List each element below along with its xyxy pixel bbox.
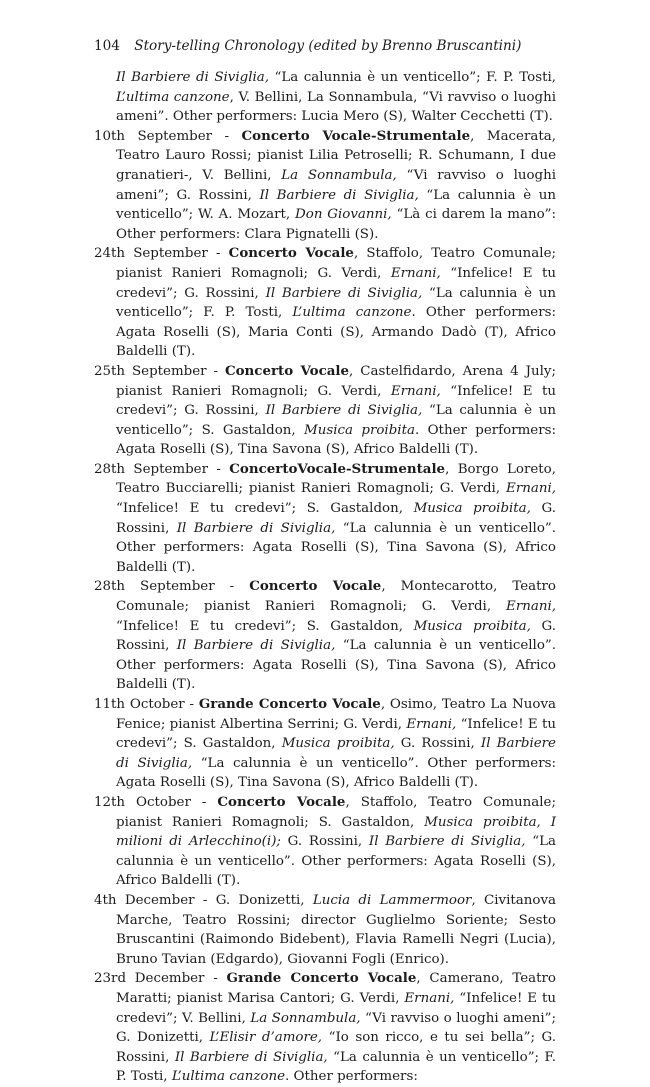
entry-text: “La calunnia è un venticello”; S. Gastaldon, bbox=[116, 403, 556, 438]
entry-text: “Infelice! E tu credevi”; S. Gastaldon, bbox=[116, 618, 414, 634]
entry-text: “Là ci darem la mano”: Other performers: Clara Pignatelli (S). bbox=[116, 207, 556, 242]
work-title: La Sonnambula, bbox=[281, 167, 397, 183]
work-title: Il Barbiere di Siviglia, bbox=[368, 834, 526, 850]
chronology-entry bbox=[94, 969, 556, 1087]
entry-text: “Infelice! E tu credevi”; S. Gastaldon, bbox=[116, 716, 557, 752]
entry-text: “Infelice! E tu credevi”; G. Rossini, bbox=[116, 383, 556, 419]
event-title: ConcertoVocale-Strumentale bbox=[229, 460, 446, 477]
chronology-entry bbox=[94, 68, 556, 127]
entry-text: 28th September - bbox=[94, 461, 230, 477]
entry-text: , Macerata, Teatro Lauro Rossi; pianist Lilia Petroselli; R. Schumann, I due granatieri-, V. Bellini, bbox=[116, 128, 556, 183]
entry-text: , Borgo Loreto, Teatro Bucciarelli; pianist Ranieri Romagnoli; G. Verdi, bbox=[116, 461, 556, 497]
work-title: Ernani, bbox=[406, 716, 457, 732]
entry-text: “Infelice! E tu credevi”; V. Bellini, bbox=[116, 990, 556, 1026]
page-number: 104 bbox=[94, 38, 120, 54]
work-title: L’ultima canzone bbox=[292, 305, 412, 321]
work-title: Il Barbiere di Siviglia, bbox=[176, 520, 336, 536]
work-title: Il Barbiere di Siviglia, bbox=[116, 70, 270, 85]
work-title: Ernani, bbox=[506, 481, 556, 497]
work-title: Il Barbiere di Siviglia, bbox=[265, 285, 423, 301]
work-title: Ernani, bbox=[390, 265, 441, 281]
work-title: Il Barbiere di Siviglia, bbox=[174, 1049, 328, 1065]
work-title: L’Elisir d’amore, bbox=[209, 1030, 323, 1046]
entry-text: G. Rossini, bbox=[116, 501, 557, 536]
work-title: Musica proibita bbox=[304, 422, 415, 438]
work-title: Lucia di Lammermoor bbox=[312, 892, 472, 908]
entry-text: “La calunnia è un venticello”; F. P. Tosti, bbox=[269, 70, 556, 85]
work-title: Musica proibita, bbox=[413, 618, 531, 634]
entry-text: “La calunnia è un venticello”; W. A. Mozart, bbox=[116, 187, 556, 223]
entry-text: 10th September - bbox=[94, 128, 242, 144]
work-title: Musica proibita, bbox=[281, 736, 395, 752]
entry-text: “Infelice! E tu credevi”; G. Rossini, bbox=[116, 265, 556, 301]
event-title: Grande Concerto Vocale bbox=[198, 696, 381, 712]
entry-text: “Vi ravviso o luoghi ameni”; G. Rossini, bbox=[116, 167, 557, 203]
entry-text: “Infelice! E tu credevi”; S. Gastaldon, bbox=[116, 501, 414, 517]
entry-text: “La calunnia è un venticello”; F. P. Tosti, bbox=[116, 285, 556, 321]
entry-text: G. Rossini, bbox=[116, 618, 557, 654]
chronology-entry bbox=[94, 460, 556, 578]
entry-text: , V. Bellini, La Sonnambula, “Vi ravviso o luoghi ameni”. Other performers: Lucia Mero (S), Walter Cecchetti (T). bbox=[116, 89, 557, 125]
work-title: L’ultima canzone bbox=[171, 1069, 286, 1085]
entry-text: “La calunnia è un venticello”. Other performers: Agata Roselli (S), Tina Savona (S), Africo Baldelli (T). bbox=[116, 755, 556, 791]
work-title: Ernani, bbox=[404, 990, 455, 1006]
entry-text: “Io son ricco, e tu sei bella”; G. Rossini, bbox=[116, 1030, 556, 1065]
entry-text: “Vi ravviso o luoghi ameni”; G. Donizetti, bbox=[116, 1010, 557, 1046]
entry-text: , Montecarotto, Teatro Comunale; pianist Ranieri Romagnoli; G. Verdi, bbox=[116, 579, 556, 615]
work-title: Don Giovanni, bbox=[295, 207, 392, 223]
entry-text: . Other performers: Agata Roselli (S), Maria Conti (S), Armando Dadò (T), Africo Baldelli (T). bbox=[116, 305, 557, 360]
entry-text: . Other performers: bbox=[285, 1069, 418, 1085]
chronology-entry bbox=[94, 362, 556, 460]
entry-text: “La calunnia è un venticello”; F. P. Tosti, bbox=[116, 1049, 556, 1085]
event-title: Concerto Vocale-Strumentale bbox=[241, 127, 471, 144]
entry-text: 11th October - bbox=[94, 697, 199, 712]
work-title: Ernani, bbox=[390, 383, 441, 399]
event-title: Concerto Vocale bbox=[217, 793, 346, 810]
event-title: Concerto Vocale bbox=[224, 362, 350, 379]
entry-text: 28th September - bbox=[94, 579, 250, 595]
entry-text: 23rd December - bbox=[94, 971, 227, 987]
entry-text: “La calunnia è un venticello”. Other performers: Agata Roselli (S), Tina Savona (S), Africo Baldelli (T). bbox=[116, 520, 557, 575]
event-title: Concerto Vocale bbox=[249, 578, 382, 595]
chronology-entry bbox=[94, 127, 556, 245]
work-title: Ernani, bbox=[506, 599, 556, 615]
chronology-entries bbox=[94, 68, 556, 1087]
work-title: Musica proibita, I milioni di Arlecchino(i); bbox=[116, 814, 556, 850]
entry-text: , Civitanova Marche, Teatro Rossini; director Guglielmo Soriente; Sesto Bruscantini (Raimondo Bidebent), Flavia Ramelli Negri (Lucia), Bruno Tavian (Edgardo), Giovanni Fogli (Enrico). bbox=[116, 892, 556, 967]
chronology-entry bbox=[94, 695, 556, 793]
work-title: L’ultima canzone bbox=[116, 89, 230, 105]
entry-text: . Other performers: Agata Roselli (S), Tina Savona (S), Africo Baldelli (T). bbox=[116, 422, 557, 458]
chronology-entry bbox=[94, 244, 556, 362]
entry-text: , Staffolo, Teatro Comunale; pianist Ranieri Romagnoli; G. Verdi, bbox=[116, 246, 557, 281]
chronology-entry bbox=[94, 793, 556, 891]
entry-text: “La calunnia è un venticello”. Other performers: Agata Roselli (S), Africo Baldelli (T). bbox=[116, 834, 556, 889]
entry-text: 24th September - bbox=[94, 246, 229, 262]
entry-text: 25th September - bbox=[94, 363, 225, 379]
work-title: Il Barbiere di Siviglia, bbox=[265, 403, 423, 419]
entry-text: 12th October - bbox=[94, 794, 218, 810]
work-title: Il Barbiere di Siviglia, bbox=[176, 638, 336, 654]
running-header bbox=[94, 36, 564, 56]
entry-text: G. Rossini, bbox=[280, 834, 369, 850]
entry-text: “La calunnia è un venticello”. Other performers: Agata Roselli (S), Tina Savona (S), Africo Baldelli (T). bbox=[116, 638, 557, 693]
entry-text: 4th December - G. Donizetti, bbox=[94, 892, 313, 908]
entry-text: , Staffolo, Teatro Comunale; pianist Ranieri Romagnoli; S. Gastaldon, bbox=[116, 794, 556, 830]
work-title: La Sonnambula, bbox=[250, 1010, 361, 1026]
chronology-entry bbox=[94, 891, 556, 969]
work-title: Il Barbiere di Siviglia, bbox=[259, 187, 419, 203]
running-title: Story-telling Chronology (edited by Brenno Bruscantini) bbox=[134, 38, 522, 54]
entry-text: G. Rossini, bbox=[394, 736, 481, 752]
entry-text: , Camerano, Teatro Maratti; pianist Marisa Cantori; G. Verdi, bbox=[116, 971, 556, 1006]
event-title: Grande Concerto Vocale bbox=[226, 970, 417, 987]
entry-text: , Castelfidardo, Arena 4 July; pianist Ranieri Romagnoli; G. Verdi, bbox=[116, 363, 556, 399]
work-title: Musica proibita, bbox=[413, 501, 531, 517]
event-title: Concerto Vocale bbox=[228, 245, 354, 262]
chronology-entry bbox=[94, 577, 556, 695]
work-title: Il Barbiere di Siviglia, bbox=[116, 736, 556, 771]
entry-text: , Osimo, Teatro La Nuova Fenice; pianist Albertina Serrini; G. Verdi, bbox=[116, 697, 556, 732]
